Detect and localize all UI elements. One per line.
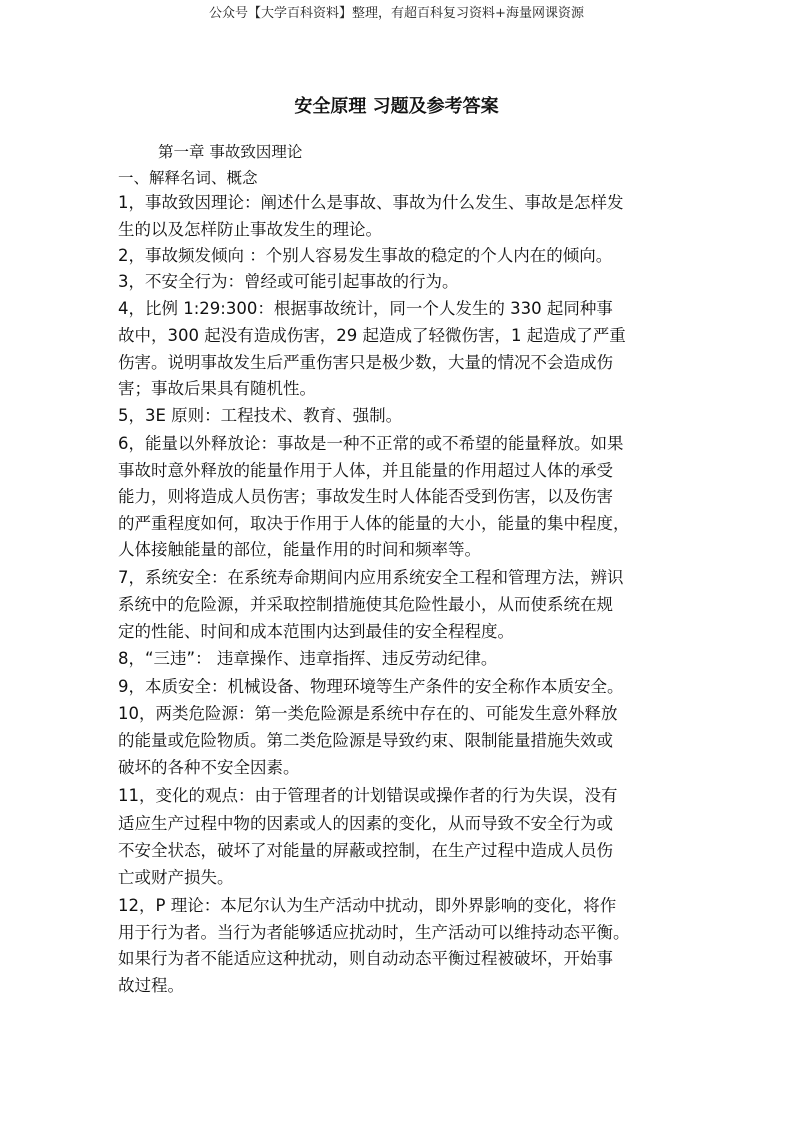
definition-line: 10，两类危险源：第一类危险源是系统中存在的、可能发生意外释放	[118, 704, 618, 723]
definition-line: 用于行为者。当行为者能够适应扰动时，生产活动可以维持动态平衡。	[118, 923, 630, 942]
definition-line: 的能量或危险物质。第二类危险源是导致约束、限制能量措施失效或	[118, 731, 613, 750]
definition-line: 1，事故致因理论：阐述什么是事故、事故为什么发生、事故是怎样发	[118, 193, 624, 212]
definition-line: 5，3E 原则：工程技术、教育、强制。	[118, 406, 403, 425]
definition-line: 定的性能、时间和成本范围内达到最佳的安全程程度。	[118, 622, 514, 641]
chapter-heading: 第一章 事故致因理论	[158, 143, 303, 161]
definition-line: 12，P 理论：本尼尔认为生产活动中扰动，即外界影响的变化，将作	[118, 896, 617, 915]
definition-line: 适应生产过程中物的因素或人的因素的变化，从而导致不安全行为或	[118, 814, 613, 833]
definition-line: 害；事故后果具有随机性。	[118, 379, 316, 398]
definition-line: 生的以及怎样防止事故发生的理论。	[118, 220, 382, 239]
definition-line: 6，能量以外释放论：事故是一种不正常的或不希望的能量释放。如果	[118, 434, 624, 453]
page-header: 公众号【大学百科资料】整理，有超百科复习资料+海量网课资源	[209, 6, 584, 21]
definition-line: 3，不安全行为：曾经或可能引起事故的行为。	[118, 272, 459, 291]
definition-line: 4，比例 1:29:300：根据事故统计，同一个人发生的 330 起同种事	[118, 299, 613, 318]
definition-line: 系统中的危险源，并采取控制措施使其危险性最小，从而使系统在规	[118, 595, 613, 614]
definition-line: 故过程。	[118, 976, 184, 995]
definition-line: 11，变化的观点：由于管理者的计划错误或操作者的行为失误，没有	[118, 786, 618, 805]
definition-line: 能力，则将造成人员伤害；事故发生时人体能否受到伤害，以及伤害	[118, 487, 613, 506]
document-title: 安全原理 习题及参考答案	[294, 96, 499, 117]
definition-line: 人体接触能量的部位，能量作用的时间和频率等。	[118, 540, 481, 559]
definition-line: 如果行为者不能适应这种扰动，则自动动态平衡过程被破坏，开始事	[118, 949, 613, 968]
definition-line: 的严重程度如何，取决于作用于人体的能量的大小，能量的集中程度，	[118, 514, 630, 533]
definition-line: 伤害。说明事故发生后严重伤害只是极少数，大量的情况不会造成伤	[118, 353, 613, 372]
definition-line: 亡或财产损失。	[118, 868, 234, 887]
definition-line: 8，“三违”： 违章操作、违章指挥、违反劳动纪律。	[118, 649, 498, 668]
definition-line: 破坏的各种不安全因素。	[118, 758, 300, 777]
definition-line: 事故时意外释放的能量作用于人体，并且能量的作用超过人体的承受	[118, 461, 613, 480]
definition-line: 故中，300 起没有造成伤害，29 起造成了轻微伤害，1 起造成了严重	[118, 326, 626, 345]
section-heading: 一、解释名词、概念	[118, 169, 258, 187]
definition-line: 不安全状态，破坏了对能量的屏蔽或控制，在生产过程中造成人员伤	[118, 841, 613, 860]
definition-line: 9，本质安全：机械设备、物理环境等生产条件的安全称作本质安全。	[118, 677, 624, 696]
definition-line: 2，事故频发倾向 ：个别人容易发生事故的稳定的个人内在的倾向。	[118, 246, 613, 265]
definition-line: 7，系统安全：在系统寿命期间内应用系统安全工程和管理方法，辨识	[118, 568, 624, 587]
